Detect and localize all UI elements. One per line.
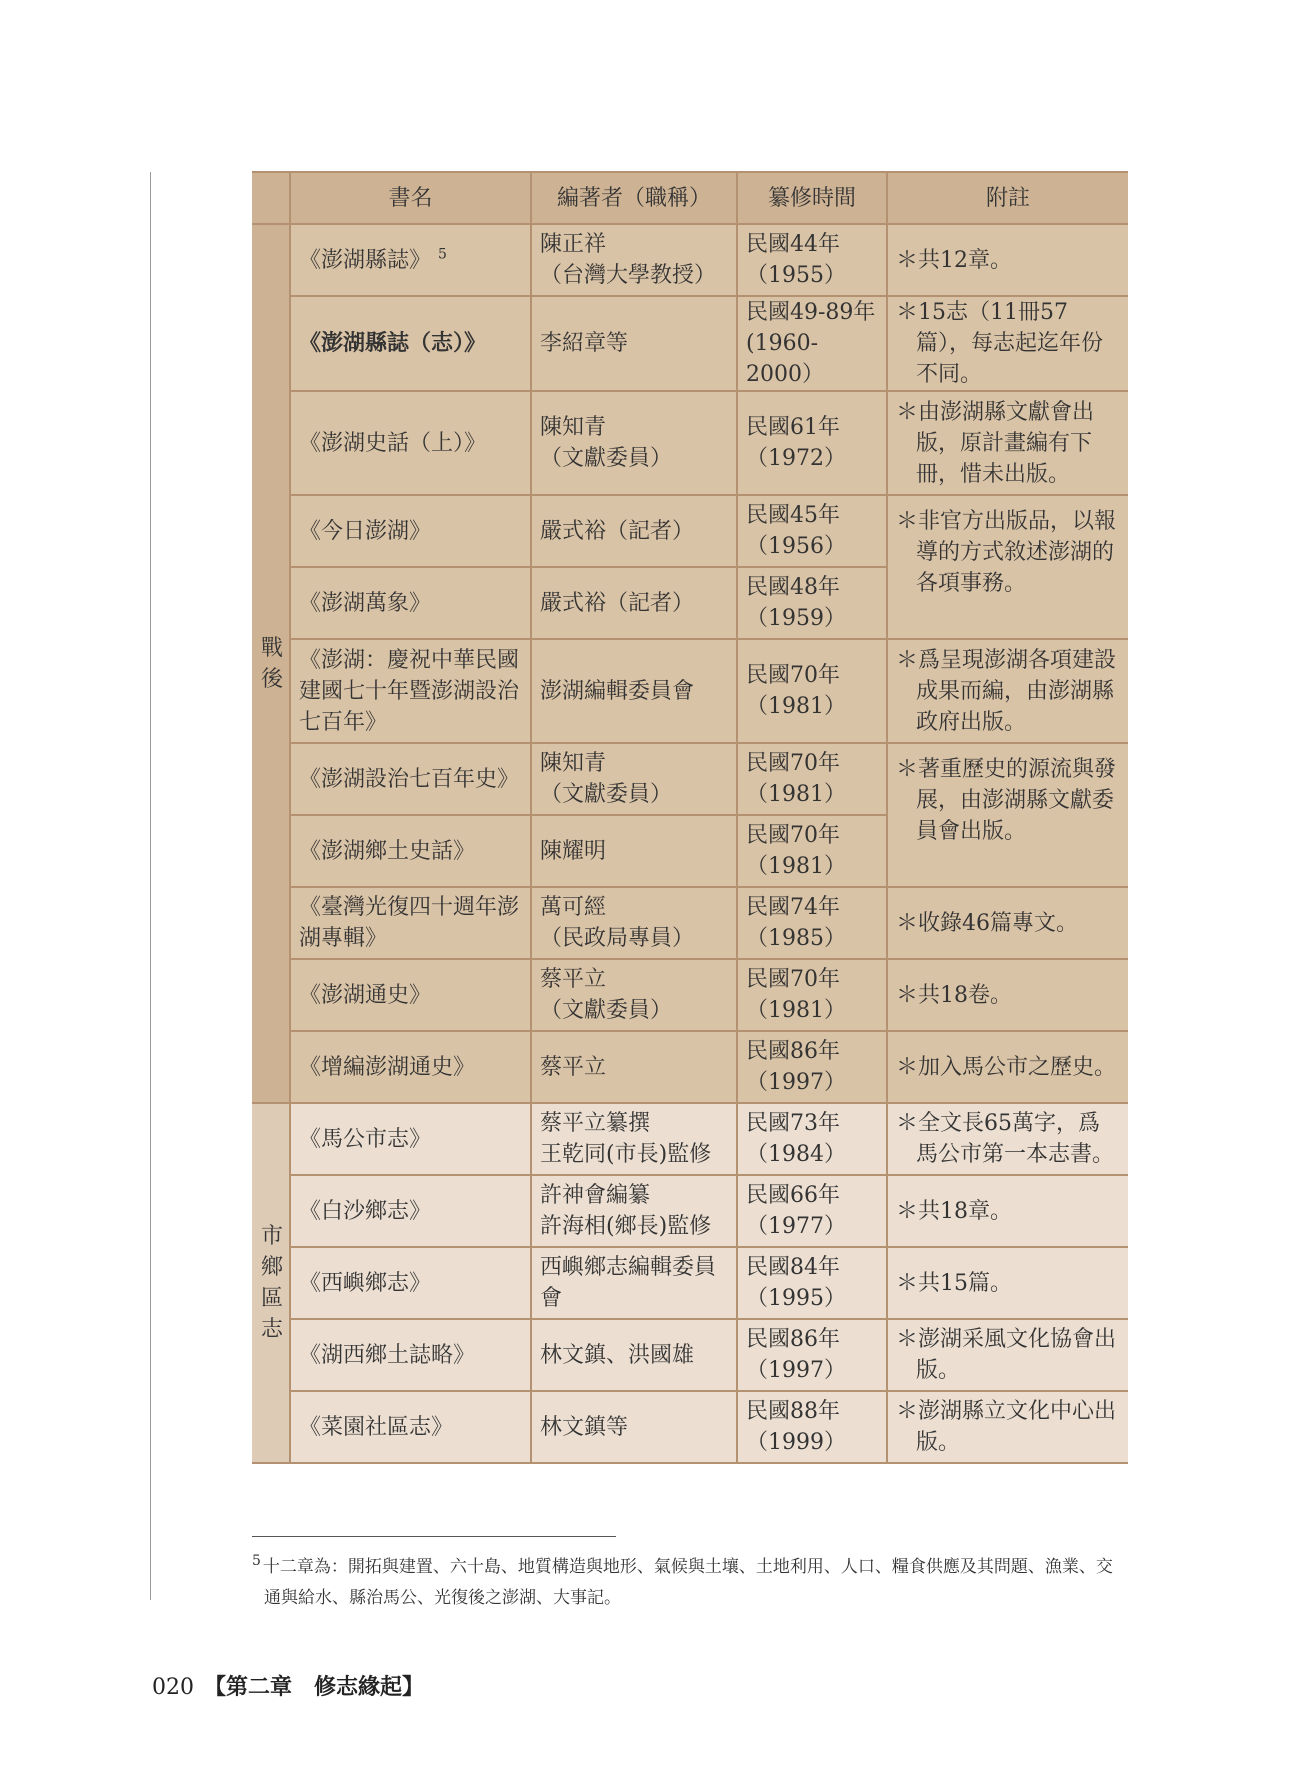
author-cell: 李紹章等 <box>531 296 737 391</box>
table-row <box>252 296 1128 391</box>
note-cell: ＊非官方出版品，以報導的方式敘述澎湖的各項事務。 <box>887 495 1128 639</box>
gazetteer-table <box>252 171 1128 1464</box>
note-cell: ＊澎湖縣立文化中心出版。 <box>887 1391 1128 1463</box>
book-title: 《臺灣光復四十週年澎 湖專輯》 <box>290 887 531 959</box>
author-cell: 蔡平立 <box>531 1031 737 1103</box>
section-postwar <box>252 224 1128 1103</box>
date-cell: 民國70年 （1981） <box>737 639 887 743</box>
note-cell: ＊15志（11冊57篇），每志起迄年份不同。 <box>887 296 1128 391</box>
date-cell: 民國84年 （1995） <box>737 1247 887 1319</box>
table-row <box>252 639 1128 743</box>
footnote-mark: 5 <box>252 1553 261 1570</box>
date-cell: 民國73年 （1984） <box>737 1103 887 1175</box>
note-cell: ＊著重歷史的源流與發展，由澎湖縣文獻委員會出版。 <box>887 743 1128 887</box>
table-row <box>252 1247 1128 1319</box>
table-row <box>252 391 1128 495</box>
note-cell: ＊共18卷。 <box>887 959 1128 1031</box>
header-title: 書名 <box>290 172 531 224</box>
chapter-title: 【第二章 修志緣起】 <box>204 1674 425 1700</box>
book-title: 《白沙鄉志》 <box>290 1175 531 1247</box>
date-cell: 民國66年 （1977） <box>737 1175 887 1247</box>
table-row <box>252 1031 1128 1103</box>
author-cell: 許神會編纂 許海相(鄉長)監修 <box>531 1175 737 1247</box>
book-title: 《澎湖通史》 <box>290 959 531 1031</box>
author-cell: 陳知青 （文獻委員） <box>531 391 737 495</box>
page-footer <box>152 1670 424 1701</box>
note-cell: ＊加入馬公市之歷史。 <box>887 1031 1128 1103</box>
table-header-row <box>252 172 1128 224</box>
author-cell: 陳耀明 <box>531 815 737 887</box>
author-cell: 澎湖編輯委員會 <box>531 639 737 743</box>
author-cell: 林文鎮等 <box>531 1391 737 1463</box>
footnote <box>252 1552 1132 1614</box>
table-row <box>252 1175 1128 1247</box>
header-date: 纂修時間 <box>737 172 887 224</box>
date-cell: 民國70年 （1981） <box>737 743 887 815</box>
date-cell: 民國86年 （1997） <box>737 1319 887 1391</box>
section-label: 市鄉區志 <box>252 1103 290 1463</box>
author-cell: 蔡平立纂撰 王乾同(市長)監修 <box>531 1103 737 1175</box>
table-row <box>252 224 1128 296</box>
note-cell: ＊全文長65萬字，爲馬公市第一本志書。 <box>887 1103 1128 1175</box>
author-cell: 林文鎮、洪國雄 <box>531 1319 737 1391</box>
book-title: 《增編澎湖通史》 <box>290 1031 531 1103</box>
note-cell: ＊共18章。 <box>887 1175 1128 1247</box>
table-row <box>252 959 1128 1031</box>
note-cell: ＊共12章。 <box>887 224 1128 296</box>
book-title: 《澎湖設治七百年史》 <box>290 743 531 815</box>
book-title: 《馬公市志》 <box>290 1103 531 1175</box>
header-author: 編著者（職稱） <box>531 172 737 224</box>
book-title: 《澎湖史話（上）》 <box>290 391 531 495</box>
table-row <box>252 495 1128 567</box>
table-row <box>252 743 1128 815</box>
table-row <box>252 1319 1128 1391</box>
book-title: 《澎湖縣誌（志）》 <box>290 296 531 391</box>
book-title: 《今日澎湖》 <box>290 495 531 567</box>
date-cell: 民國88年 （1999） <box>737 1391 887 1463</box>
book-title: 《菜園社區志》 <box>290 1391 531 1463</box>
book-title: 《湖西鄉土誌略》 <box>290 1319 531 1391</box>
table-row <box>252 1391 1128 1463</box>
author-cell: 西嶼鄉志編輯委員 會 <box>531 1247 737 1319</box>
date-cell: 民國45年 （1956） <box>737 495 887 567</box>
book-title: 《澎湖萬象》 <box>290 567 531 639</box>
footnote-rule <box>252 1536 616 1537</box>
header-note: 附註 <box>887 172 1128 224</box>
book-title: 《澎湖縣誌》 $^5$ <box>290 224 531 296</box>
author-cell: 蔡平立 （文獻委員） <box>531 959 737 1031</box>
author-cell: 陳正祥 （台灣大學教授） <box>531 224 737 296</box>
note-cell: ＊收錄46篇專文。 <box>887 887 1128 959</box>
date-cell: 民國48年 （1959） <box>737 567 887 639</box>
note-cell: ＊澎湖采風文化協會出版。 <box>887 1319 1128 1391</box>
table-row <box>252 1103 1128 1175</box>
author-cell: 陳知青 （文獻委員） <box>531 743 737 815</box>
date-cell: 民國86年 （1997） <box>737 1031 887 1103</box>
table-row <box>252 887 1128 959</box>
date-cell: 民國70年 （1981） <box>737 959 887 1031</box>
author-cell: 嚴式裕（記者） <box>531 495 737 567</box>
book-title: 《澎湖鄉土史話》 <box>290 815 531 887</box>
footnote-text-continued: 通與給水、縣治馬公、光復後之澎湖、大事記。 <box>264 1588 621 1608</box>
section-local-gazetteers <box>252 1103 1128 1463</box>
footnote-ref: 5 <box>438 246 447 263</box>
date-cell: 民國61年 （1972） <box>737 391 887 495</box>
margin-rule <box>150 172 151 1600</box>
section-label: 戰後 <box>252 224 290 1103</box>
author-cell: 萬可經 （民政局專員） <box>531 887 737 959</box>
date-cell: 民國70年 （1981） <box>737 815 887 887</box>
page-number: 020 <box>152 1675 194 1700</box>
header-cell <box>252 172 290 224</box>
author-cell: 嚴式裕（記者） <box>531 567 737 639</box>
note-cell: ＊由澎湖縣文獻會出版，原計畫編有下冊，惜未出版。 <box>887 391 1128 495</box>
book-title: 《澎湖：慶祝中華民國 建國七十年暨澎湖設治 七百年》 <box>290 639 531 743</box>
date-cell: 民國49-89年 (1960-2000） <box>737 296 887 391</box>
note-cell: ＊共15篇。 <box>887 1247 1128 1319</box>
book-title: 《西嶼鄉志》 <box>290 1247 531 1319</box>
date-cell: 民國44年 （1955） <box>737 224 887 296</box>
date-cell: 民國74年 （1985） <box>737 887 887 959</box>
footnote-text: 十二章為：開拓與建置、六十島、地質構造與地形、氣候與土壤、土地利用、人口、糧食供應及其問題、漁業、交 <box>262 1557 1113 1577</box>
note-cell: ＊爲呈現澎湖各項建設成果而編，由澎湖縣政府出版。 <box>887 639 1128 743</box>
